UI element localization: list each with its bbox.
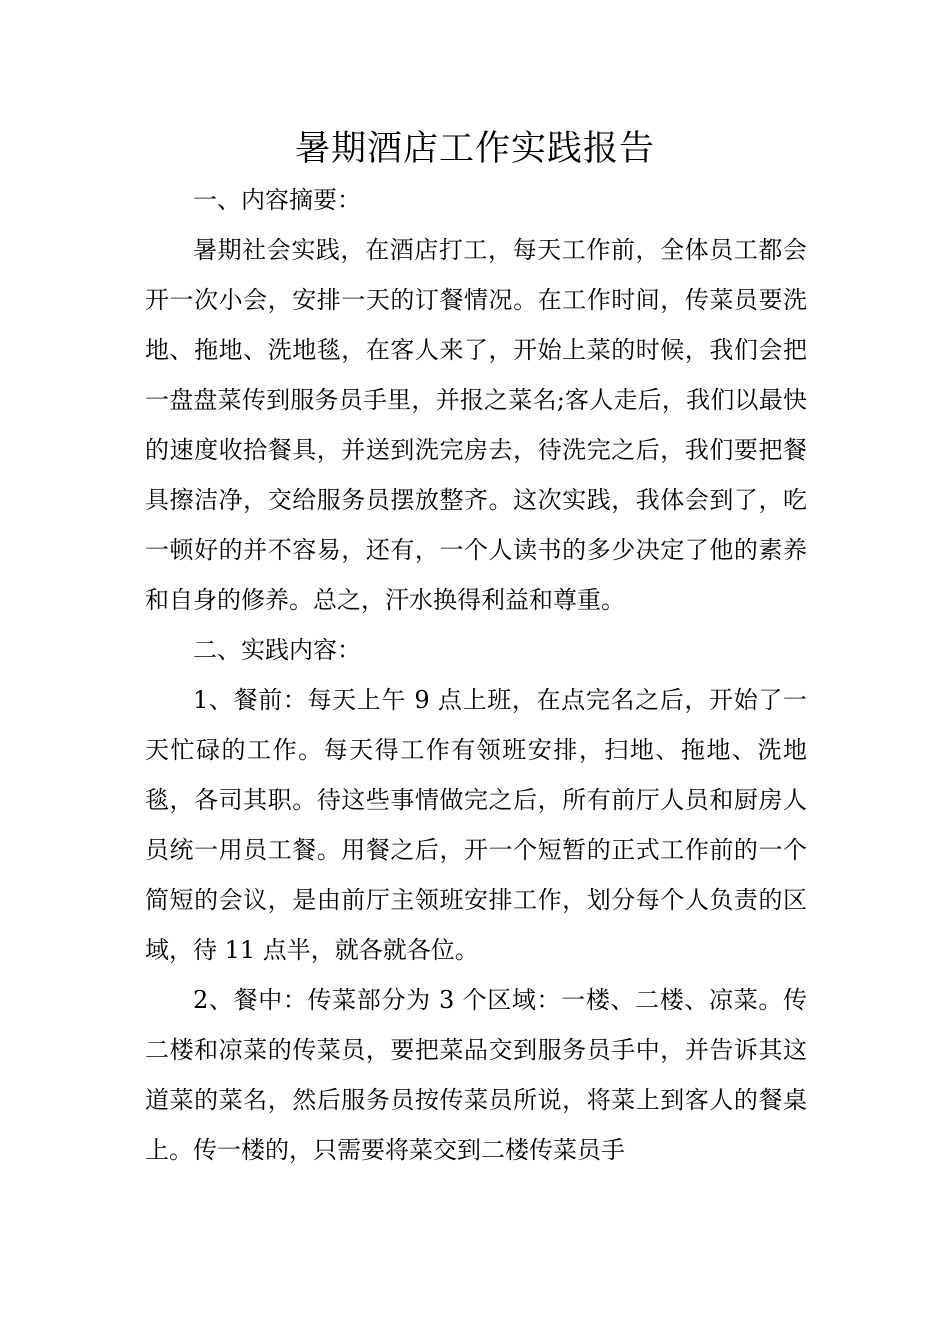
paragraph-before-meal: 1、餐前：每天上午 9 点上班，在点完名之后，开始了一天忙碌的工作。每天得工作有领班安排，扫地、拖地、洗地毯，各司其职。待这些事情做完之后，所有前厅人员和厨房人员统一用员工餐。用餐之后，开一个短暂的正式工作前的一个简短的会议，是由前厅主领班安排工作，划分每个人负责的区域，待 11 点半，就各就各位。 <box>145 686 807 964</box>
paragraph-during-meal: 2、餐中：传菜部分为 3 个区域：一楼、二楼、凉菜。传二楼和凉菜的传菜员，要把菜品交到服务员手中，并告诉其这道菜的菜名，然后服务员按传菜员所说，将菜上到客人的餐桌上。传一楼的，只需要将菜交到二楼传菜员手 <box>145 986 807 1164</box>
paragraph-summary: 暑期社会实践，在酒店打工，每天工作前，全体员工都会开一次小会，安排一天的订餐情况。在工作时间，传菜员要洗地、拖地、洗地毯，在客人来了，开始上菜的时候，我们会把一盘盘菜传到服务员手里，并报之菜名;客人走后，我们以最快的速度收拾餐具，并送到洗完房去，待洗完之后，我们要把餐具擦洁净，交给服务员摆放整齐。这次实践，我体会到了，吃一顿好的并不容易，还有，一个人读书的多少决定了他的素养和自身的修养。总之，汗水换得利益和尊重。 <box>145 236 807 614</box>
section-heading-content: 二、实践内容： <box>193 636 361 664</box>
document-body <box>145 175 807 1175</box>
section-heading-summary: 一、内容摘要： <box>193 186 361 214</box>
document-title: 暑期酒店工作实践报告 <box>294 129 655 169</box>
